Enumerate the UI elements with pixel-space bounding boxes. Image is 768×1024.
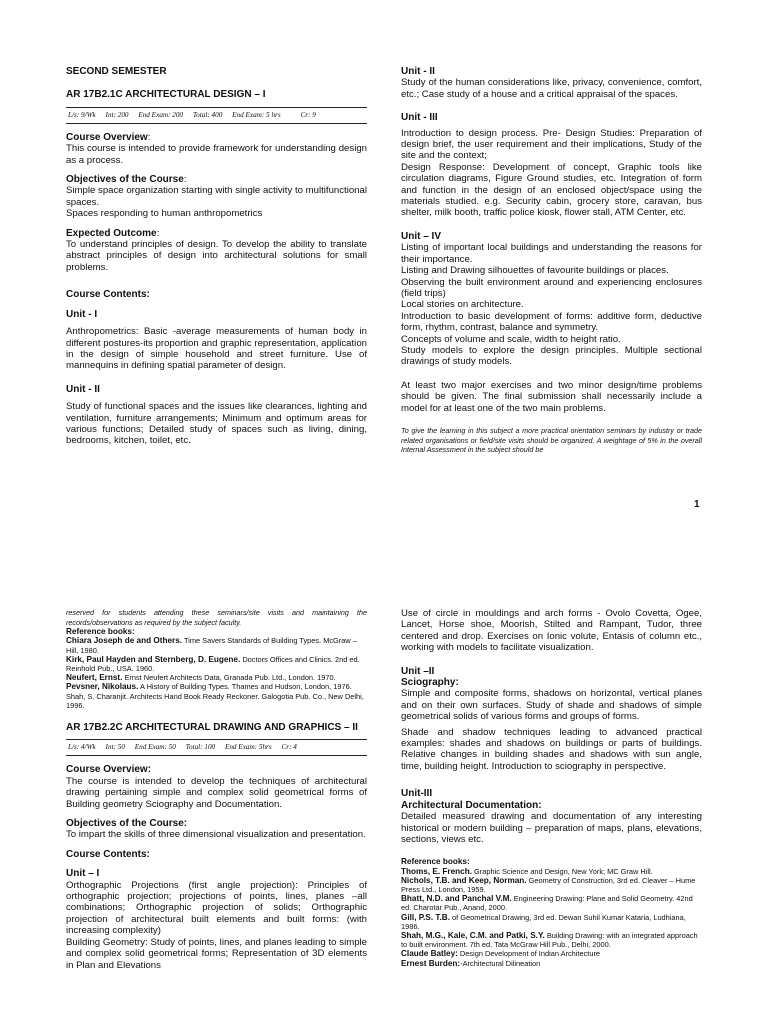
unit-line: Observing the built environment around and experiencing enclosures (field trips) — [401, 276, 702, 299]
unit-line: Listing of important local buildings and understanding the reasons for their importance. — [401, 242, 702, 265]
objectives-heading: Objectives of the Course — [66, 174, 184, 186]
info-field: L/s: 4/Wk — [68, 743, 96, 752]
unit-text: Study of functional spaces and the issues like clearances, lighting and ventilation, furniture arrangements; Minimum and optimum areas for various functions; Detailed study of spaces such as living, dining, bedrooms, kitchen, toilet, etc. — [66, 401, 367, 447]
reference-item: Ernest Burden:-Architectural Dilineation — [401, 958, 541, 968]
objectives-text: To impart the skills of three dimensional visualization and presentation. — [66, 829, 366, 841]
reference-item: Neufert, Ernst. Ernst Neufert Architects Data, Granada Pub. Ltd., London. 1970. — [66, 673, 336, 683]
info-field: Cr: 4 — [281, 743, 297, 752]
info-field: End Exam: 5hrs — [224, 743, 272, 752]
unit-text: Introduction to design process. Pre- Design Studies: Preparation of design brief, the user requirement and their implications, Study of the site and the context; — [401, 127, 702, 162]
info-field: Int: 50 — [105, 743, 125, 752]
unit-heading: Unit-III — [401, 788, 433, 800]
exercises-text: At least two major exercises and two minor design/time problems should be given. The final submission shall necessarily include a model for at least one of the two main problems. — [401, 379, 702, 414]
refs-heading: Reference books: — [66, 627, 135, 637]
document-page-2 — [0, 600, 768, 1024]
reference-item: Gill, P.S. T.B. of Geometrical Drawing, 3rd ed. Dewan Suhil Kumar Kataria, Ludhiana, 1986. — [401, 912, 686, 931]
reference-item: Kirk, Paul Hayden and Sternberg, D. Eugene. Doctors Offices and Clinics. 2nd ed. Reinhold Pub., USA. 1960. — [66, 654, 360, 673]
unit-text: Orthographic Projections (first angle projection): Principles of orthographic projection; projections of points, lines, planes –all combinations; Orthographic projection of solids; Orthographic projection of architectural built elements and built forms: (with increasing complexity) — [66, 879, 367, 937]
unit-text: Detailed measured drawing and documentation of any interesting historical or modern building – preparation of maps, plans, elevations, sections, views etc. — [401, 811, 702, 845]
overview-heading: Course Overview: — [66, 764, 152, 776]
course-info-box — [66, 107, 367, 124]
unit-text: Building Geometry: Study of points, lines, and planes leading to simple and complex solid geometrical forms; Representation of 3D elements in Plan and Elevations — [66, 936, 367, 971]
page2-right-column — [401, 608, 702, 968]
unit-line: Study models to explore the design principles. Multiple sectional drawings of study models. — [401, 344, 702, 368]
unit-line: Concepts of volume and scale, width to height ratio. — [401, 333, 621, 345]
info-field: End Exam: 5 hrs — [232, 110, 281, 119]
page2-left-column — [66, 608, 367, 971]
unit-heading: Unit - II — [66, 383, 100, 395]
unit-text: Anthropometrics: Basic -average measurements of human body in different postures-its proportion and graphic representation, application in the design of simple household and street furniture. Use of mannequins in defining spatial parameter of design. — [66, 326, 367, 372]
reference-item: Pevsner, Nikolaus. A History of Building Types. Thames and Hudson, London, 1976. — [66, 682, 352, 692]
reference-list — [66, 627, 367, 710]
unit-heading: Unit - I — [66, 308, 98, 320]
course-info-box — [66, 739, 367, 756]
refs-heading: Reference books: — [401, 857, 470, 867]
unit-line: Listing and Drawing silhouettes of favourite buildings or places. — [401, 265, 669, 277]
page-number: 1 — [694, 499, 700, 510]
unit-text: Use of circle in mouldings and arch forms - Ovolo Covetta, Ogee, Lancet, Horse shoe, Moorish, Stilted and Rampant, Tudor, three centered and drop. Exercises on Ionic volute, Entasis of column etc., working with models to facilitate visualization. — [401, 608, 702, 654]
info-field: Total: 400 — [192, 110, 223, 119]
page1-left-column: SECOND SEMESTER AR 17B2.1C ARCHITECTURAL DESIGN – I L/s: 9/Wk Int: 200 End Exam: 200 Total: 400 End Exam: 5 hrs Cr: 9 Course Overview: This course is intended to provide framework for understanding design as a process. Objectives of the Course: Simple space organization starting with single activity to multifunctional spaces. Spaces responding to human anthropometrics Expected Outcome: To understand principles of design. To develop the ability to translate abstract principles of design into architectural solutions for small problems. Course Contents: Unit - I Anthropometrics: Basic -average measurements of human body in different postures-its proportion and graphic representation, application in the design of simple household and street furniture. Use of mannequins in defining spatial parameter of design. Unit - II Study of functional spaces and the issues like clearances, lighting and ventilation, furniture arrangements; Minimum and optimum areas for various functions; Detailed study of spaces such as living, dining, bedrooms, kitchen, toilet, etc. — [66, 66, 367, 447]
outcome-text: To understand principles of design. To develop the ability to translate abstract principles of design into architectural solutions for small problems. — [66, 239, 367, 273]
reference-item: Claude Batley: Design Development of Indian Architecture — [401, 949, 601, 959]
unit-heading: Unit – IV — [401, 230, 442, 242]
info-field: Cr: 9 — [300, 110, 316, 119]
overview-text: The course is intended to develop the techniques of architectural drawing pertaining simple and complex solid geometrical forms of Building geometry Sciography and Documentation. — [66, 775, 367, 810]
unit-text: Shade and shadow techniques leading to advanced practical examples: shades and shadows on buildings or parts of buildings. Relative changes in building shades and shadows with sun angle, time, building height. Introduction to sciography in perspective. — [401, 726, 702, 772]
overview-text: This course is intended to provide framework for understanding design as a process. — [66, 143, 367, 166]
objective-line: Simple space organization starting with single activity to multifunctional spaces. — [66, 185, 367, 208]
outcome-heading: Expected Outcome — [66, 227, 157, 239]
objectives-heading: Objectives of the Course: — [66, 818, 188, 830]
unit-heading: Unit - III — [401, 112, 438, 124]
unit-heading: Unit –II — [401, 665, 435, 677]
overview-heading: Course Overview — [66, 131, 148, 143]
course-title: AR 17B2.1C ARCHITECTURAL DESIGN – I — [66, 89, 266, 101]
unit-text: Study of the human considerations like, privacy, convenience, comfort, etc.; Case study of a house and a critical appraisal of the spaces. — [401, 77, 702, 100]
reference-item: Thoms, E. French. Graphic Science and Design, New York; MC Graw Hill. — [401, 866, 653, 876]
unit-line: Local stories on architecture. — [401, 299, 524, 311]
info-field: End Exam: 200 — [138, 110, 184, 119]
contents-heading: Course Contents: — [66, 848, 150, 860]
info-field: Int: 200 — [105, 110, 129, 119]
reference-item: Chiara Joseph de and Others. Time Savers Standards of Building Types. McGraw – Hill, 1980. — [66, 636, 357, 655]
page1-right-column — [401, 66, 702, 455]
seminar-note: To give the learning in this subject a more practical orientation seminars by industry or trade related organisations or field/site visits should be organized. A weightage of 5% in the overall Internal Assessment in the subject should be — [401, 425, 702, 455]
info-field: L/s: 9/Wk — [68, 110, 96, 119]
unit-text: Design Response: Development of concept, Graphic tools like circulation diagrams, Figure Ground studies, etc. Integration of form and function in the design of an enclosed object/space using the materials studied. e.g. Security cabin, grocery store, caravan, bus shelter, milk booth, traffic police kiosk, flower stall, ATM Center, etc. — [401, 161, 702, 219]
unit-subheading: Sciography: — [401, 677, 459, 689]
semester-heading: SECOND SEMESTER — [66, 66, 167, 77]
info-field: Total: 100 — [185, 743, 216, 752]
reference-item: Nichols, T.B. and Keep, Norman. Geometry of Construction, 3rd ed. Cleaver – Hume Press Ltd., London, 1959. — [401, 875, 696, 894]
course-title: AR 17B2.2C ARCHITECTURAL DRAWING AND GRAPHICS – II — [66, 722, 358, 734]
reference-item: Shah, S. Charanjit. Architects Hand Book Ready Reckoner. Galogotia Pub. Co., New Delhi, 1996. — [66, 691, 364, 710]
objective-line: Spaces responding to human anthropometrics — [66, 208, 263, 220]
seminar-note-continued: reserved for students attending these seminars/site visits and maintaining the records/observations as required by the subject faculty. — [66, 608, 367, 627]
unit-heading: Unit – I — [66, 868, 100, 880]
unit-subheading: Architectural Documentation: — [401, 799, 542, 811]
info-field: End Exam: 50 — [134, 743, 176, 752]
unit-line: Introduction to basic development of forms: additive form, deductive form, rhythm, contrast, balance and symmetry. — [401, 310, 702, 334]
reference-item: Bhatt, N.D. and Panchal V.M. Engineering Drawing: Plane and Solid Geometry. 42nd ed. Charotar Pub., Anand, 2000. — [401, 894, 693, 913]
reference-item: Shah, M.G., Kale, C.M. and Patki, S.Y. Building Drawing: with an integrated approach to built environment. 7th ed. Tata McGraw Hill Pub., Delhi, 2000. — [401, 930, 698, 950]
page-gap — [0, 520, 768, 600]
reference-list — [401, 857, 702, 967]
unit-text: Simple and composite forms, shadows on horizontal, vertical planes and on their own surfaces. Study of shade and shadows of simple geometrical solids of various forms and groups of forms. — [401, 688, 702, 723]
contents-heading: Course Contents: — [66, 289, 150, 301]
unit-heading: Unit - II — [401, 66, 435, 77]
